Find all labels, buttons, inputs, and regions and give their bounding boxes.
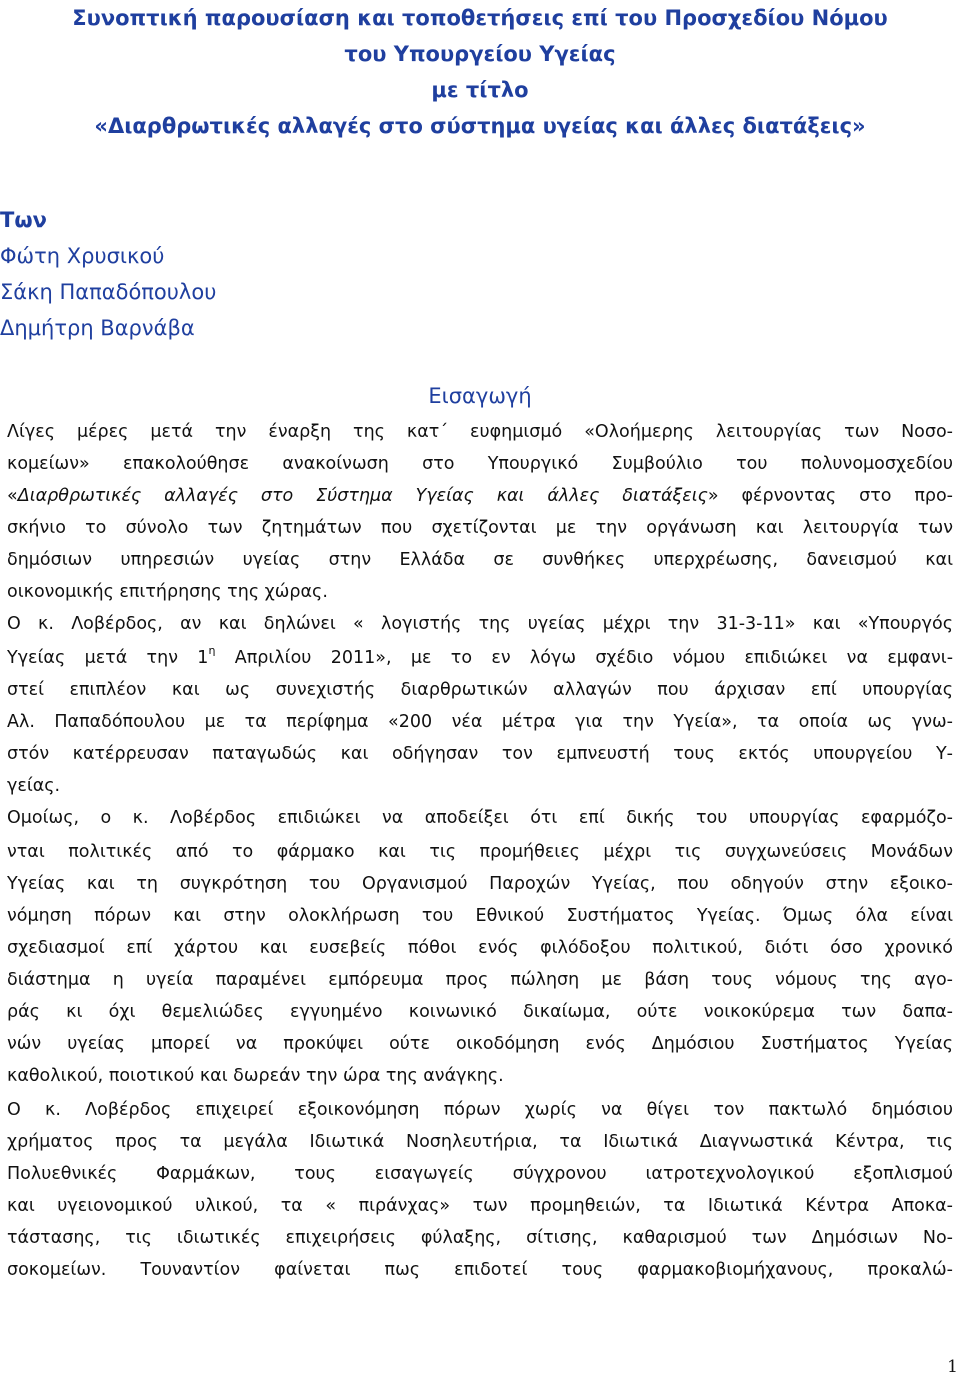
- body-line: σχεδιασμοί επί χάρτου και ευσεβείς πόθοι ενός φιλόδοξου πολιτικού, διότι όσο χρονικό: [7, 938, 953, 958]
- section-heading: Εισαγωγή: [428, 384, 532, 408]
- body-line: νών υγείας μπορεί να προκύψει ούτε οικοδόμηση ενός Δημόσιου Συστήματος Υγείας: [7, 1034, 953, 1054]
- body-line: Υγείας και τη συγκρότηση του Οργανισμού Παροχών Υγείας, που οδηγούν στην εξοικο-: [7, 874, 953, 894]
- title-line-4: «Διαρθρωτικές αλλαγές στο σύστημα υγείας και άλλες διατάξεις»: [94, 114, 866, 138]
- body-line: γείας.: [7, 776, 61, 796]
- title-line-3: με τίτλο: [431, 78, 529, 102]
- superscript: η: [208, 644, 216, 657]
- body-line: «Διαρθρωτικές αλλαγές στο Σύστημα Υγείας και άλλες διατάξεις» φέρνοντας στο προ-: [7, 486, 953, 506]
- body-line: οικονομικής επιτήρησης της χώρας.: [7, 582, 328, 602]
- authors-lead: Των: [0, 208, 47, 232]
- italic-bill-title: Διαρθρωτικές αλλαγές στο Σύστημα Υγείας και άλλες διατάξεις: [17, 486, 708, 506]
- title-line-1: Συνοπτική παρουσίαση και τοποθετήσεις επί του Προσχεδίου Νόμου: [72, 6, 888, 30]
- body-line: Ο κ. Λοβέρδος, αν και δηλώνει « λογιστής της υγείας μέχρι την 31-3-11» και «Υπουργός: [7, 614, 953, 634]
- body-line: καθολικού, ποιοτικού και δωρεάν την ώρα της ανάγκης.: [7, 1066, 504, 1086]
- body-line: χρήματος προς τα μεγάλα Ιδιωτικά Νοσηλευτήρια, τα Ιδιωτικά Διαγνωστικά Κέντρα, τις: [7, 1132, 953, 1152]
- body-line: ράς κι όχι θεμελιώδες εγγυημένο κοινωνικό δικαίωμα, ούτε νοικοκύρεμα των δαπα-: [7, 1002, 953, 1022]
- body-line: διάστημα η υγεία παραμένει εμπόρευμα προς πώληση με βάση τους νόμους της αγο-: [7, 970, 953, 990]
- author-name: Φώτη Χρυσικού: [0, 244, 165, 268]
- body-line: τάστασης, τις ιδιωτικές επιχειρήσεις φύλαξης, σίτισης, καθαρισμού των Δημόσιων Νο-: [7, 1228, 953, 1248]
- body-line: νόμηση πόρων και στην ολοκλήρωση του Εθνικού Συστήματος Υγείας. Όμως όλα είναι: [7, 906, 953, 926]
- body-line: νται πολιτικές από το φάρμακο και τις προμήθειες μέχρι τις συγχωνεύσεις Μονάδων: [7, 842, 953, 862]
- body-line: Αλ. Παπαδόπουλου με τα περίφημα «200 νέα μέτρα για την Υγεία», τα οποία ως γνω-: [7, 712, 953, 732]
- body-line: Πολυεθνικές Φαρμάκων, τους εισαγωγείς σύγχρονου ιατροτεχνολογικού εξοπλισμού: [7, 1164, 953, 1184]
- body-line: κομείων» επακολούθησε ανακοίνωση στο Υπουργικό Συμβούλιο του πολυνομοσχεδίου: [7, 454, 953, 474]
- body-line: δημόσιων υπηρεσιών υγείας στην Ελλάδα σε συνθήκες υπερχρέωσης, δανεισμού και: [7, 550, 953, 570]
- authors-block: [0, 202, 216, 346]
- body-line: Υγείας μετά την $1^\eta$ Απριλίου 2011», με το εν λόγω σχέδιο νόμου επιδιώκει να εμφανι-: [7, 644, 954, 668]
- page-number: 1: [947, 1357, 958, 1377]
- body-line: στεί επιπλέον και ως συνεχιστής διαρθρωτικών αλλαγών που άρχισαν επί υπουργίας: [7, 680, 953, 700]
- author-name: Δημήτρη Βαρνάβα: [0, 316, 195, 340]
- title-line-2: του Υπουργείου Υγείας: [344, 42, 616, 66]
- body-line: και υγειονομικού υλικού, τα « πιράνχας» των προμηθειών, τα Ιδιωτικά Κέντρα Αποκα-: [7, 1196, 953, 1216]
- body-line: σοκομείων. Τουναντίον φαίνεται πως επιδοτεί τους φαρμακοβιομήχανους, προκαλώ-: [7, 1260, 953, 1280]
- author-name: Σάκη Παπαδόπουλου: [0, 280, 217, 304]
- body-line: Λίγες μέρες μετά την έναρξη της κατ΄ ευφημισμό «Ολοήμερης λειτουργίας των Νοσο-: [7, 422, 953, 442]
- body-line: Ομοίως, ο κ. Λοβέρδος επιδιώκει να αποδείξει ότι επί δικής του υπουργίας εφαρμόζο-: [7, 808, 953, 828]
- body-line: στόν κατέρρευσαν παταγωδώς και οδήγησαν τον εμπνευστή τους εκτός υπουργείου Υ-: [7, 744, 953, 764]
- body-line: σκήνιο το σύνολο των ζητημάτων που σχετίζονται με την οργάνωση και λειτουργία των: [7, 518, 953, 538]
- body-line: Ο κ. Λοβέρδος επιχειρεί εξοικονόμηση πόρων χωρίς να θίγει τον πακτωλό δημόσιου: [7, 1100, 953, 1120]
